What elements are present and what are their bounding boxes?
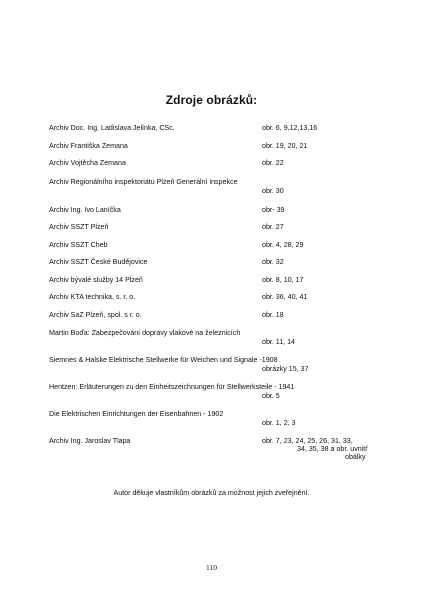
source-entry: Archiv Ing. Jaroslav Tlapa: [49, 437, 131, 445]
source-entry: Archiv Františka Zemana: [49, 142, 128, 150]
figure-reference: obr. 7, 23, 24, 25, 26, 31, 33,: [262, 437, 353, 445]
page-title: Zdroje obrázků:: [165, 93, 258, 107]
figure-reference: obr. 6, 9,12,13,16: [262, 124, 318, 132]
figure-reference: obrázky 15, 37: [262, 365, 309, 373]
figure-reference: obr. 22: [262, 159, 284, 167]
figure-reference: obr. 4, 28, 29: [262, 241, 304, 249]
source-entry: Siemnes & Halske Elektrische Stellwerke für Weichen und Signale -1908: [49, 356, 278, 364]
figure-reference: obr. 1, 2, 3: [262, 419, 296, 427]
figure-reference: obálky: [345, 453, 366, 461]
figure-reference: obr. 11, 14: [262, 338, 295, 346]
figure-reference: obr. 36, 40, 41: [262, 293, 308, 301]
source-entry: Archiv KTA technika, s. r. o.: [49, 293, 136, 301]
figure-reference: obr. 19, 20, 21: [262, 142, 308, 150]
figure-reference: obr. 30: [262, 187, 284, 195]
figure-reference: obr. 18: [262, 311, 284, 319]
acknowledgement-note: Autor děkuje vlastníkům obrázků za možnost jejich zveřejnění.: [113, 489, 310, 497]
figure-reference: obr- 39: [262, 206, 285, 214]
source-entry: Archiv bývalé služby 14 Plzeň: [49, 276, 143, 284]
source-entry: Archiv Ing. Ivo Laníčka: [49, 206, 121, 214]
source-entry: Archiv SSZT České Budějovice: [49, 258, 148, 266]
figure-reference: obr. 8, 10, 17: [262, 276, 304, 284]
figure-reference: obr. 32: [262, 258, 284, 266]
figure-reference: 34, 35, 38 a obr. uvnitř: [297, 445, 368, 453]
source-entry: Archiv Doc. Ing. Ladislava Jelínka, CSc.: [49, 124, 175, 132]
page-number: 110: [206, 563, 217, 572]
source-entry: Die Elektrischen Einrichtungen der Eisenbahnen - 1902: [49, 410, 224, 418]
source-entry: Hentzen: Erläuterungen zu den Einheitszeichnungen für Stellwerksteile - 1941: [49, 383, 295, 391]
source-entry: Martin Boďa: Zabezpečování dopravy vlakové na železnicích: [49, 329, 241, 337]
source-entry: Archiv Vojtěcha Zemana: [49, 159, 126, 167]
source-entry: Archiv Regionálního inspektoriátu Plzeň Generální inspekce: [49, 178, 238, 186]
figure-reference: obr. 5: [262, 392, 280, 400]
source-entry: Archiv SSZT Plzeň: [49, 223, 109, 231]
source-entry: Archiv SSZT Cheb: [49, 241, 108, 249]
figure-reference: obr. 27: [262, 223, 284, 231]
source-entry: Archiv SaZ Plzeň, spol. s r. o.: [49, 311, 142, 319]
